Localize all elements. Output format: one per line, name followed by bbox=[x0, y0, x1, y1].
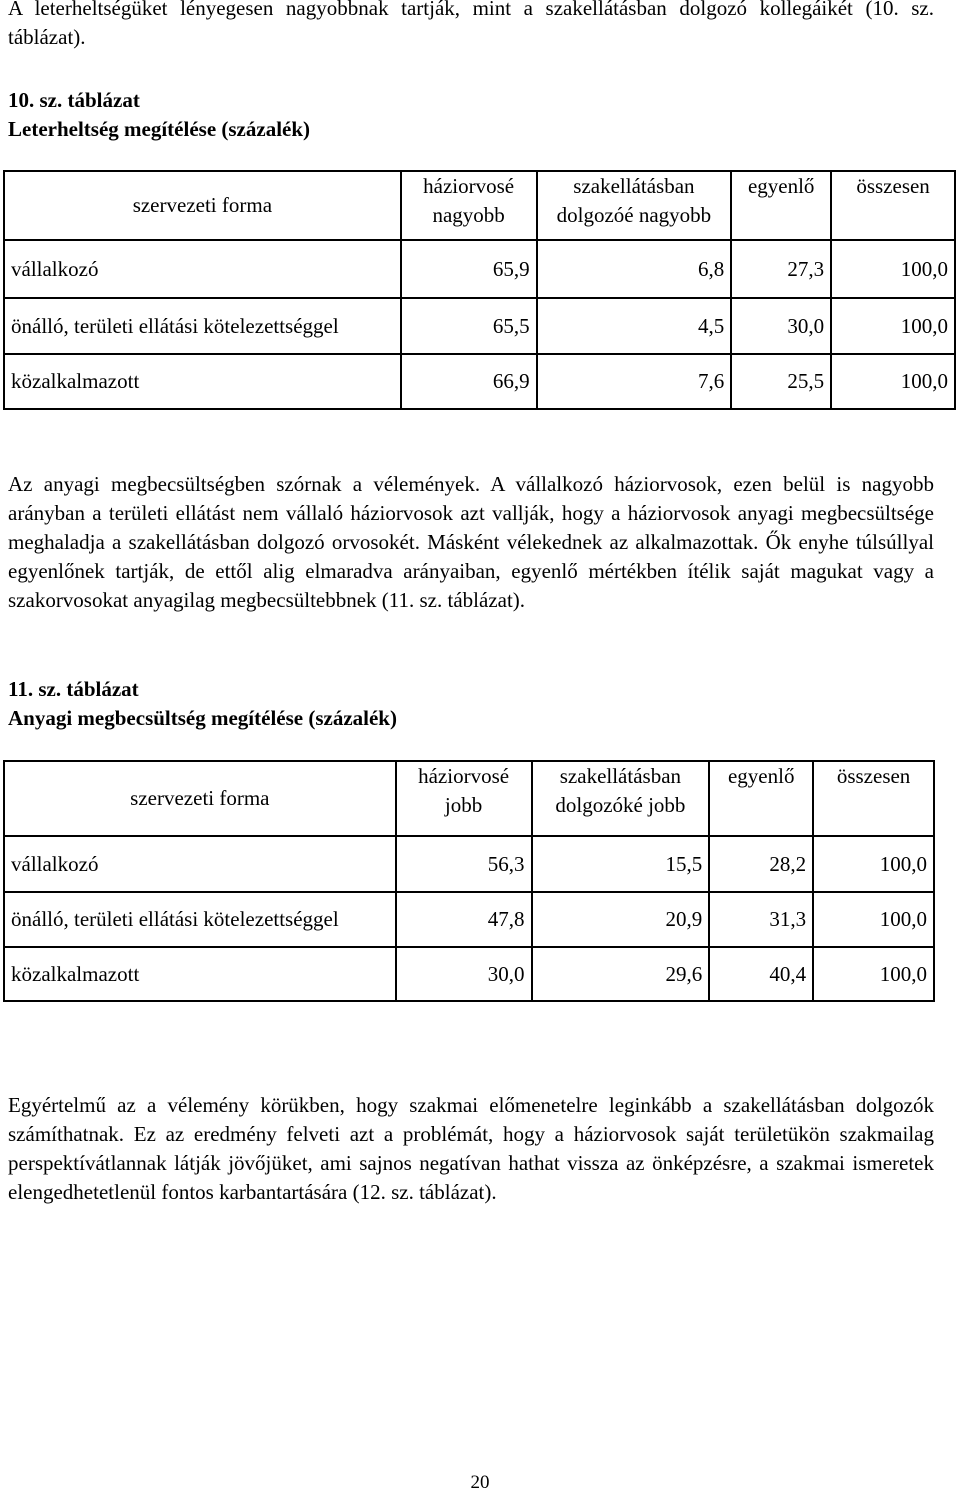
cell-value: 20,9 bbox=[532, 892, 710, 947]
table10-header-total: összesen bbox=[831, 171, 955, 240]
cell-value: 100,0 bbox=[831, 298, 955, 354]
table-row bbox=[4, 947, 934, 1001]
table10 bbox=[3, 170, 956, 410]
cell-value: 100,0 bbox=[813, 892, 934, 947]
table11-header-org: szervezeti forma bbox=[4, 761, 396, 836]
cell-value: 25,5 bbox=[731, 354, 831, 409]
table-row bbox=[4, 240, 955, 298]
intro-paragraph: A leterheltségüket lényegesen nagyobbnak tartják, mint a szakellátásban dolgozó kollegáikét (10. sz. táblázat). bbox=[8, 0, 934, 49]
cell-value: 65,9 bbox=[401, 240, 537, 298]
table11 bbox=[3, 760, 935, 1002]
page-number: 20 bbox=[470, 1472, 490, 1493]
table11-title: Anyagi megbecsültség megítélése (százalék) bbox=[8, 706, 397, 730]
cell-value: 6,8 bbox=[537, 240, 732, 298]
table10-header-org: szervezeti forma bbox=[4, 171, 401, 240]
cell-value: 4,5 bbox=[537, 298, 732, 354]
middle-paragraph: Az anyagi megbecsültségben szórnak a vélemények. A vállalkozó háziorvosok, ezen belül is nagyobb arányban a területi ellátást nem vállaló háziorvosok azt vallják, hogy a háziorvosok anyagi megbecsültsége meghaladja a szakellátásban dolgozó orvosokét. Másként vélekednek az alkalmazottak. Ők enyhe túlsúllyal egyenlőnek tartják, de ettől alig elmaradva arányaiban, egyenlő mértékben ítélik saját magukat vagy a szakorvosokat anyagilag megbecsültebbnek (11. sz. táblázat). bbox=[8, 472, 934, 612]
cell-value: 30,0 bbox=[396, 947, 532, 1001]
table10-header-row bbox=[4, 171, 955, 240]
cell-value: 65,5 bbox=[401, 298, 537, 354]
cell-value: 56,3 bbox=[396, 836, 532, 892]
row-label: vállalkozó bbox=[4, 240, 401, 298]
table11-header-equal: egyenlő bbox=[709, 761, 813, 836]
table-row bbox=[4, 298, 955, 354]
table-row bbox=[4, 836, 934, 892]
cell-value: 15,5 bbox=[532, 836, 710, 892]
table11-number: 11. sz. táblázat bbox=[8, 677, 139, 701]
table11-header-total: összesen bbox=[813, 761, 934, 836]
table10-header-specialist: szakellátásban dolgozóé nagyobb bbox=[537, 171, 732, 240]
row-label: vállalkozó bbox=[4, 836, 396, 892]
table10-title: Leterheltség megítélése (százalék) bbox=[8, 117, 311, 141]
table11-header-row bbox=[4, 761, 934, 836]
cell-value: 47,8 bbox=[396, 892, 532, 947]
cell-value: 100,0 bbox=[831, 240, 955, 298]
cell-value: 66,9 bbox=[401, 354, 537, 409]
cell-value: 27,3 bbox=[731, 240, 831, 298]
cell-value: 7,6 bbox=[537, 354, 732, 409]
table10-header-gp: háziorvosé nagyobb bbox=[401, 171, 537, 240]
final-paragraph: Egyértelmű az a vélemény körükben, hogy szakmai előmenetelre leginkább a szakellátásban dolgozók számíthatnak. Ez az eredmény felveti azt a problémát, hogy a háziorvosok saját területükön szakmailag perspektívátlannak látják jövőjüket, ami sajnos negatívan hathat vissza az önképzésre, a szakmai ismeretek elengedhetetlenül fontos karbantartására (12. sz. táblázat). bbox=[8, 1093, 934, 1204]
cell-value: 100,0 bbox=[813, 836, 934, 892]
row-label: önálló, területi ellátási kötelezettséggel bbox=[4, 892, 396, 947]
table10-header-equal: egyenlő bbox=[731, 171, 831, 240]
cell-value: 100,0 bbox=[813, 947, 934, 1001]
table-row bbox=[4, 354, 955, 409]
table-row bbox=[4, 892, 934, 947]
row-label: önálló, területi ellátási kötelezettséggel bbox=[4, 298, 401, 354]
table11-header-gp: háziorvosé jobb bbox=[396, 761, 532, 836]
row-label: közalkalmazott bbox=[4, 354, 401, 409]
row-label: közalkalmazott bbox=[4, 947, 396, 1001]
cell-value: 29,6 bbox=[532, 947, 710, 1001]
cell-value: 100,0 bbox=[831, 354, 955, 409]
cell-value: 28,2 bbox=[709, 836, 813, 892]
cell-value: 40,4 bbox=[709, 947, 813, 1001]
cell-value: 31,3 bbox=[709, 892, 813, 947]
table10-number: 10. sz. táblázat bbox=[8, 88, 140, 112]
cell-value: 30,0 bbox=[731, 298, 831, 354]
table11-header-specialist: szakellátásban dolgozóké jobb bbox=[532, 761, 710, 836]
